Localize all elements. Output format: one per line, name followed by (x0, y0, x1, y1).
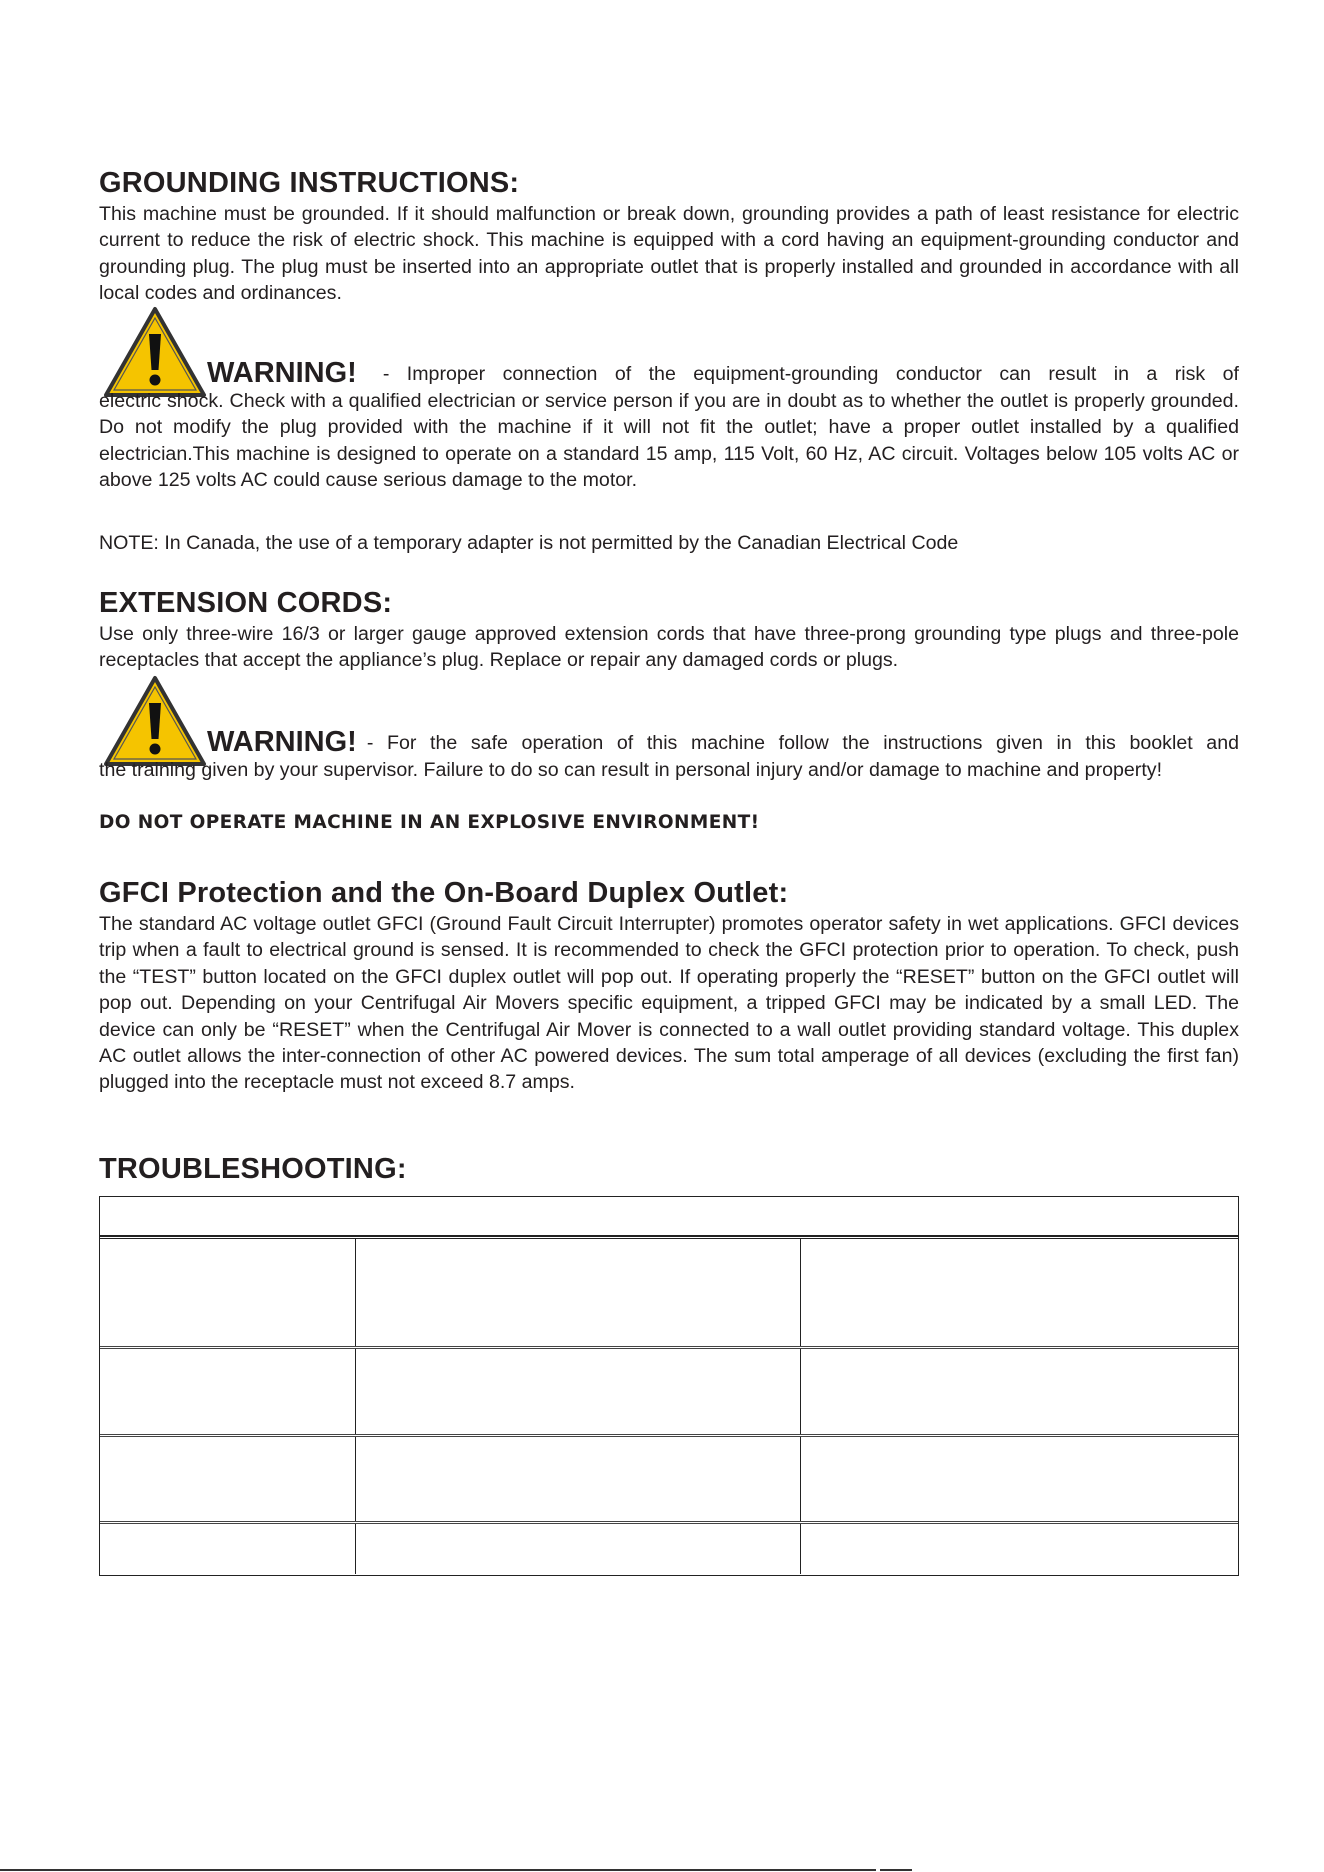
table-row (100, 1434, 1238, 1521)
table-cell (356, 1239, 801, 1346)
warning-triangle-icon (103, 675, 207, 767)
warning-body: the training given by your supervisor. Failure to do so can result in personal injury and/or damage to machine and property! (99, 759, 1163, 781)
explosive-environment-warning: DO NOT OPERATE MACHINE IN AN EXPLOSIVE ENVIRONMENT! (99, 812, 760, 833)
table-cell (100, 1239, 356, 1346)
warning-first-line (207, 727, 1239, 757)
warning-lead-text: - For the safe operation of this machine follow the instructions given in this booklet and (366, 732, 1239, 754)
table-cell (100, 1349, 356, 1434)
canada-note: NOTE: In Canada, the use of a temporary adapter is not permitted by the Canadian Electrical Code (99, 532, 959, 554)
grounding-section (99, 166, 1239, 307)
table-cell (801, 1437, 1238, 1521)
table-cell (356, 1437, 801, 1521)
table-cell (100, 1437, 356, 1521)
warning-block-operation (99, 675, 1239, 875)
gfci-section (99, 876, 1239, 1096)
grounding-heading: GROUNDING INSTRUCTIONS: (99, 167, 520, 199)
table-header-row (100, 1197, 1238, 1236)
warning-label: WARNING! (207, 726, 357, 758)
warning-triangle-icon (103, 306, 207, 398)
extension-heading: EXTENSION CORDS: (99, 587, 393, 619)
troubleshooting-table (99, 1196, 1239, 1576)
gfci-body: The standard AC voltage outlet GFCI (Ground Fault Circuit Interrupter) promotes operator safety in wet applications. GFCI devices trip when a fault to electrical ground is sensed. It is recommended to check the GFCI protection prior to operation. To check, push the “TEST” button located on the GFCI duplex outlet will pop out. If operating properly the “RESET” button on the GFCI outlet will pop out. Depending on your Centrifugal Air Movers specific equipment, a tripped GFCI may be indicated by a small LED. The device can only be “RESET” when the Centrifugal Air Mover is connected to a wall outlet providing standard voltage. This duplex AC outlet allows the inter-connection of other AC powered devices. The sum total amperage of all devices (excluding the first fan) plugged into the receptacle must not exceed 8.7 amps. (99, 913, 1239, 1094)
warning-first-line (207, 358, 1239, 388)
warning-label: WARNING! (207, 357, 357, 389)
table-cell (100, 1524, 356, 1574)
table-row (100, 1236, 1238, 1346)
warning-lead-text: - Improper connection of the equipment-grounding conductor can result in a risk of (382, 363, 1239, 385)
footer-rule (0, 1869, 876, 1871)
table-row (100, 1521, 1238, 1574)
extension-body: Use only three-wire 16/3 or larger gauge approved extension cords that have three-prong grounding type plugs and three-pole receptacles that accept the appliance’s plug. Replace or repair any damaged cords or plugs. (99, 623, 1239, 672)
table-cell (801, 1524, 1238, 1574)
troubleshooting-heading: TROUBLESHOOTING: (99, 1153, 407, 1185)
footer-rule-segment (880, 1869, 912, 1871)
table-cell (356, 1349, 801, 1434)
table-row (100, 1346, 1238, 1434)
grounding-body: This machine must be grounded. If it should malfunction or break down, grounding provides a path of least resistance for electric current to reduce the risk of electric shock. This machine is equipped with a cord having an equipment-grounding conductor and grounding plug. The plug must be inserted into an appropriate outlet that is properly installed and grounded in accordance with all local codes and ordinances. (99, 203, 1239, 305)
gfci-heading: GFCI Protection and the On-Board Duplex Outlet: (99, 877, 789, 909)
extension-section (99, 586, 1239, 674)
table-cell (356, 1524, 801, 1574)
warning-body: electric shock. Check with a qualified electrician or service person if you are in doubt as to whether the outlet is properly grounded. Do not modify the plug provided with the machine if it will not fit the outlet; have a proper outlet installed by a qualified electrician.This machine is designed to operate on a standard 15 amp, 115 Volt, 60 Hz, AC circuit. Voltages below 105 volts AC or above 125 volts AC could cause serious damage to the motor. (99, 390, 1239, 492)
table-cell (801, 1239, 1238, 1346)
warning-block-electrical (99, 306, 1239, 546)
table-cell (801, 1349, 1238, 1434)
